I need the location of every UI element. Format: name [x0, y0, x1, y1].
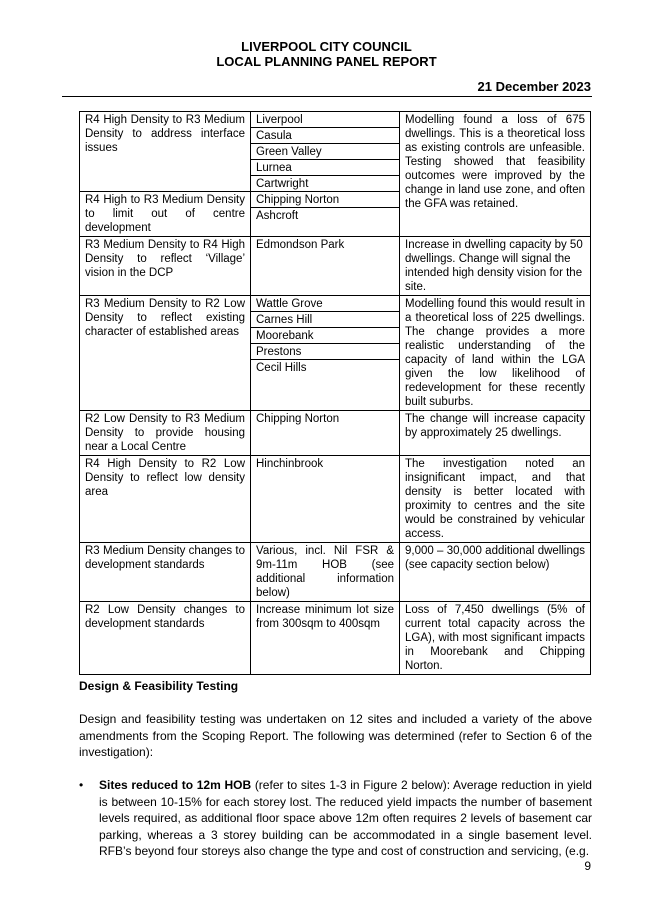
location-cell	[251, 192, 400, 237]
location-cell	[251, 112, 400, 192]
location-item: Increase minimum lot size from 300sqm to 400sqm	[256, 604, 394, 630]
location-cell	[251, 543, 400, 602]
amendment-cell: R3 Medium Density to R2 Low Density to reflect existing character of established areas	[80, 296, 251, 411]
amendment-cell: R2 Low Density to R3 Medium Density to provide housing near a Local Centre	[80, 411, 251, 456]
amendment-cell: R3 Medium Density to R4 High Density to reflect ‘Village’ vision in the DCP	[80, 237, 251, 296]
bullet-body: (refer to sites 1-3 in Figure 2 below): Average reduction in yield is between 10-15% for each storey lost. The reduced yield impacts the number of basement levels required, as additional floor space above 12m often requires 2 levels of basement car parking, whereas a 3 storey building can be accommodated in a single basement level. RFB’s beyond four storeys also change the type and cost of construction and servicing, (e.g.	[99, 778, 592, 858]
location-item: Liverpool	[251, 112, 399, 128]
outcome-cell: Modelling found a loss of 675 dwellings. This is a theoretical loss as existing controls are unfeasible. Testing showed that feasibility outcomes were improved by the change in land use zone, and often the GFA was retained.	[400, 112, 591, 237]
location-item: Ashcroft	[256, 210, 299, 222]
section-paragraph: Design and feasibility testing was undertaken on 12 sites and included a variety of the above amendments from the Scoping Report. The following was determined (refer to Section 6 of the investigation):	[79, 712, 592, 759]
amendments-table	[79, 111, 591, 675]
location-item: Cecil Hills	[256, 362, 307, 374]
table-row	[80, 411, 591, 456]
location-item: Various, incl. Nil FSR & 9m-11m HOB (see additional information below)	[256, 545, 394, 599]
table-row	[80, 237, 591, 296]
location-cell	[251, 456, 400, 543]
page-number: 9	[584, 859, 591, 873]
amendment-cell: R4 High to R3 Medium Density to limit out of centre development	[80, 192, 251, 237]
table-row	[80, 543, 591, 602]
location-cell	[251, 411, 400, 456]
outcome-cell: The investigation noted an insignificant impact, and that density is better located with proximity to centres and the site would be constrained by vehicular access.	[400, 456, 591, 543]
location-cell	[251, 296, 400, 411]
amendment-cell: R3 Medium Density changes to development standards	[80, 543, 251, 602]
location-item: Moorebank	[251, 328, 399, 344]
bullet-text	[99, 777, 592, 860]
bullet-marker: •	[79, 778, 84, 792]
table-row	[80, 296, 591, 411]
table-row	[80, 456, 591, 543]
report-title: LOCAL PLANNING PANEL REPORT	[216, 54, 437, 69]
location-item: Chipping Norton	[251, 192, 399, 208]
location-cell	[251, 602, 400, 675]
outcome-cell: Modelling found this would result in a theoretical loss of 225 dwellings. The change provides a more realistic understanding of the capacity of land within the LGA given the low likelihood of redevelopment for these recently built suburbs.	[400, 296, 591, 411]
table-row	[80, 112, 591, 192]
location-item: Edmondson Park	[256, 239, 345, 251]
location-item: Casula	[251, 128, 399, 144]
outcome-cell: Loss of 7,450 dwellings (5% of current total capacity across the LGA), with most significant impacts in Moorebank and Chipping Norton.	[400, 602, 591, 675]
location-cell	[251, 237, 400, 296]
bullet-list-item	[79, 777, 592, 860]
outcome-cell: The change will increase capacity by approximately 25 dwellings.	[400, 411, 591, 456]
location-item: Chipping Norton	[256, 413, 340, 425]
location-item: Cartwright	[256, 178, 309, 190]
location-item: Wattle Grove	[251, 296, 399, 312]
amendment-cell: R4 High Density to R2 Low Density to reflect low density area	[80, 456, 251, 543]
section-heading: Design & Feasibility Testing	[79, 679, 239, 693]
report-date: 21 December 2023	[477, 79, 591, 94]
table-row	[80, 602, 591, 675]
bullet-lead: Sites reduced to 12m HOB	[99, 778, 252, 792]
council-name: LIVERPOOL CITY COUNCIL	[241, 39, 412, 54]
location-item: Green Valley	[251, 144, 399, 160]
header-divider	[62, 96, 592, 97]
outcome-cell: 9,000 – 30,000 additional dwellings (see capacity section below)	[400, 543, 591, 602]
amendment-cell: R4 High Density to R3 Medium Density to address interface issues	[80, 112, 251, 192]
location-item: Hinchinbrook	[256, 458, 324, 470]
location-item: Lurnea	[251, 160, 399, 176]
outcome-cell: Increase in dwelling capacity by 50 dwellings. Change will signal the intended high density vision for the site.	[400, 237, 591, 296]
location-item: Prestons	[251, 344, 399, 360]
location-item: Carnes Hill	[251, 312, 399, 328]
amendment-cell: R2 Low Density changes to development standards	[80, 602, 251, 675]
